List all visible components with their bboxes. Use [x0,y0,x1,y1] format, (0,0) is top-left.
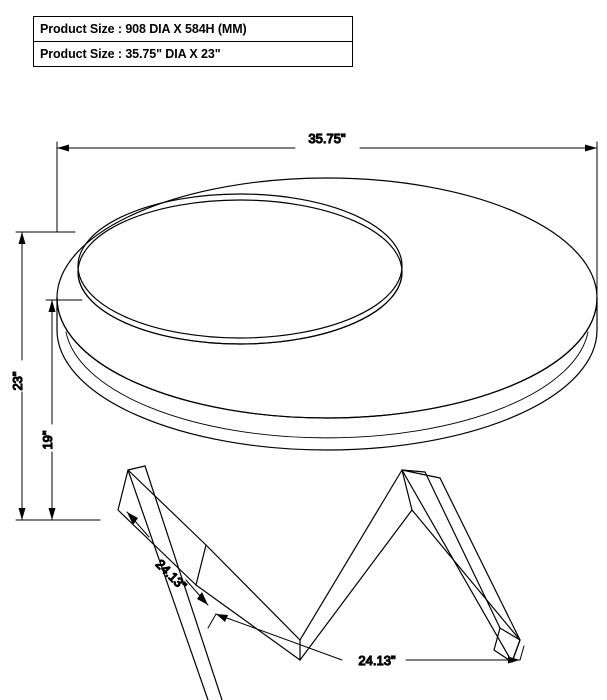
table-top-surface [57,178,597,418]
table-top-edge [57,298,597,450]
dimension-overall-height [16,232,100,520]
product-size-metric: Product Size : 908 DIA X 584H (MM) [34,17,352,42]
product-size-imperial: Product Size : 35.75" DIA X 23" [40,47,221,61]
dimension-label-leg-height: 19" [40,430,55,450]
dimension-label-base-depth: 24.13" [152,556,190,594]
dimension-label-base-width: 24.13" [358,653,396,668]
dimension-label-overall-height: 23" [10,371,25,391]
dimension-leg-height [46,300,82,520]
dimension-base-depth [127,512,208,605]
dimension-label-top-width: 35.75" [308,131,346,146]
dimension-top-width [57,142,597,330]
table-top-inset [78,194,402,344]
